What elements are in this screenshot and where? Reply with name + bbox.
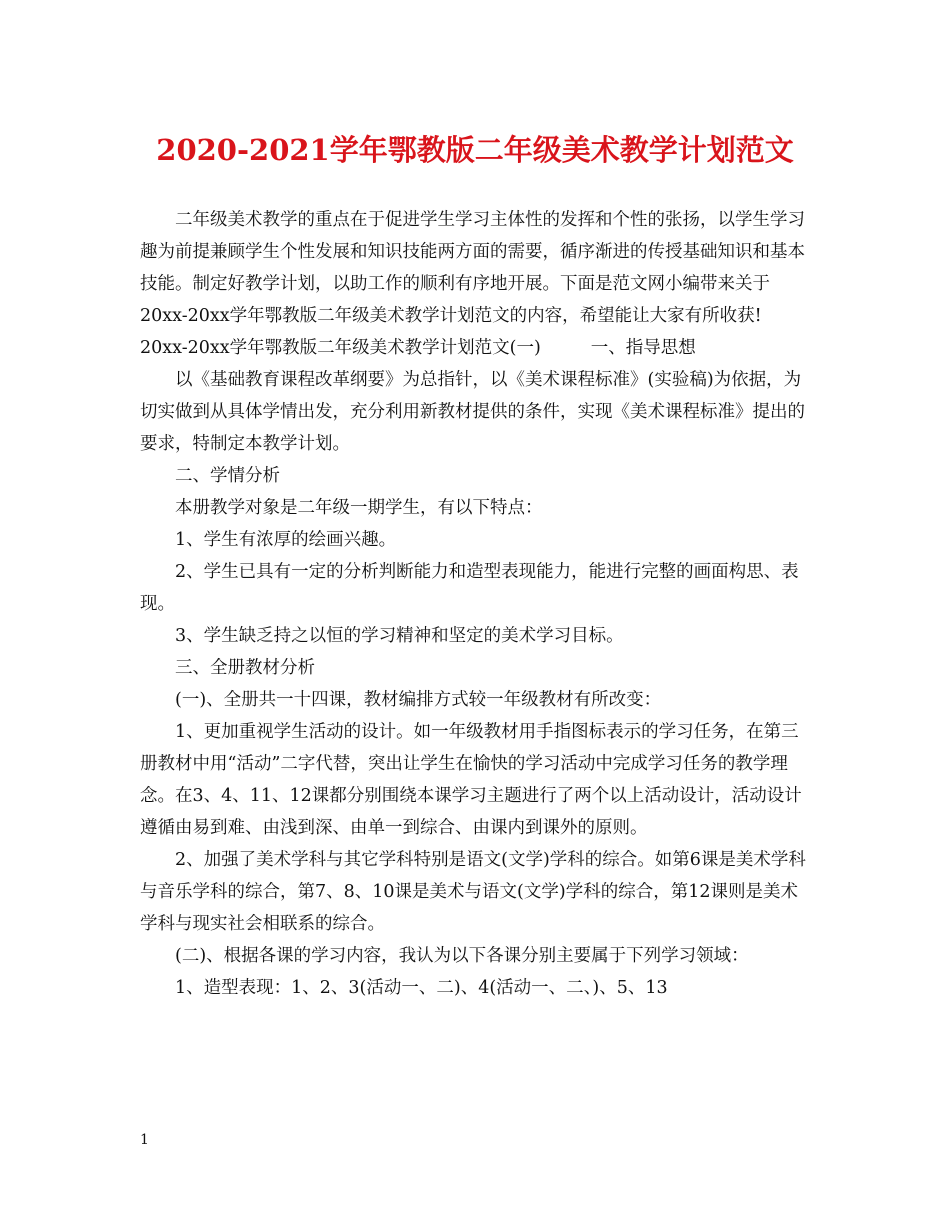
section-subtitle: 一、指导思想 xyxy=(590,338,696,358)
document-body xyxy=(140,204,812,1004)
heading-student-analysis: 二、学情分析 xyxy=(175,466,280,486)
textbook-point-2: 2、加强了美术学科与其它学科特别是语文(文学)学科的综合。如第6课是美术学科与音乐学科的综合，第7、8、10课是美术与语文(文学)学科的综合，第12课则是美术学科与现实社会相联系的综合。 xyxy=(140,850,806,934)
page-number: 1 xyxy=(140,1132,149,1148)
student-point-2: 2、学生已具有一定的分析判断能力和造型表现能力，能进行完整的画面构思、表现。 xyxy=(140,562,799,614)
textbook-point-1: 1、更加重视学生活动的设计。如一年级教材用手指图标表示的学习任务，在第三册教材中用“活动”二字代替，突出让学生在愉快的学习活动中完成学习任务的教学理念。在3、4、11、12课都分别围绕本课学习主题进行了两个以上活动设计，活动设计遵循由易到难、由浅到深、由单一到综合、由课内到课外的原则。 xyxy=(140,722,802,838)
learning-area-1: 1、造型表现：1、2、3(活动一、二)、4(活动一、二、)、5、13 xyxy=(175,978,668,998)
textbook-part-1: (一)、全册共一十四课，教材编排方式较一年级教材有所改变： xyxy=(175,690,662,710)
document-title: 2020-2021学年鄂教版二年级美术教学计划范文 xyxy=(156,133,794,167)
section-title: 20xx-20xx学年鄂教版二年级美术教学计划范文(一) xyxy=(140,338,541,358)
guiding-thought-paragraph: 以《基础教育课程改革纲要》为总指针，以《美术课程标准》(实验稿)为依据，为切实做到从具体学情出发，充分利用新教材提供的条件，实现《美术课程标准》提出的要求，特制定本教学计划。 xyxy=(140,370,805,454)
textbook-part-2: (二)、根据各课的学习内容，我认为以下各课分别主要属于下列学习领域： xyxy=(175,946,749,966)
section-heading-line xyxy=(140,332,812,364)
student-point-1: 1、学生有浓厚的绘画兴趣。 xyxy=(175,530,397,550)
intro-paragraph: 二年级美术教学的重点在于促进学生学习主体性的发挥和个性的张扬，以学生学习趣为前提兼顾学生个性发展和知识技能两方面的需要，循序渐进的传授基础知识和基本技能。制定好教学计划，以助工作的顺利有序地开展。下面是范文网小编带来关于20xx-20xx学年鄂教版二年级美术教学计划范文的内容，希望能让大家有所收获! xyxy=(140,210,805,326)
heading-textbook-analysis: 三、全册教材分析 xyxy=(175,658,315,678)
student-analysis-intro: 本册教学对象是二年级一期学生，有以下特点： xyxy=(175,498,543,518)
student-point-3: 3、学生缺乏持之以恒的学习精神和坚定的美术学习目标。 xyxy=(175,626,624,646)
